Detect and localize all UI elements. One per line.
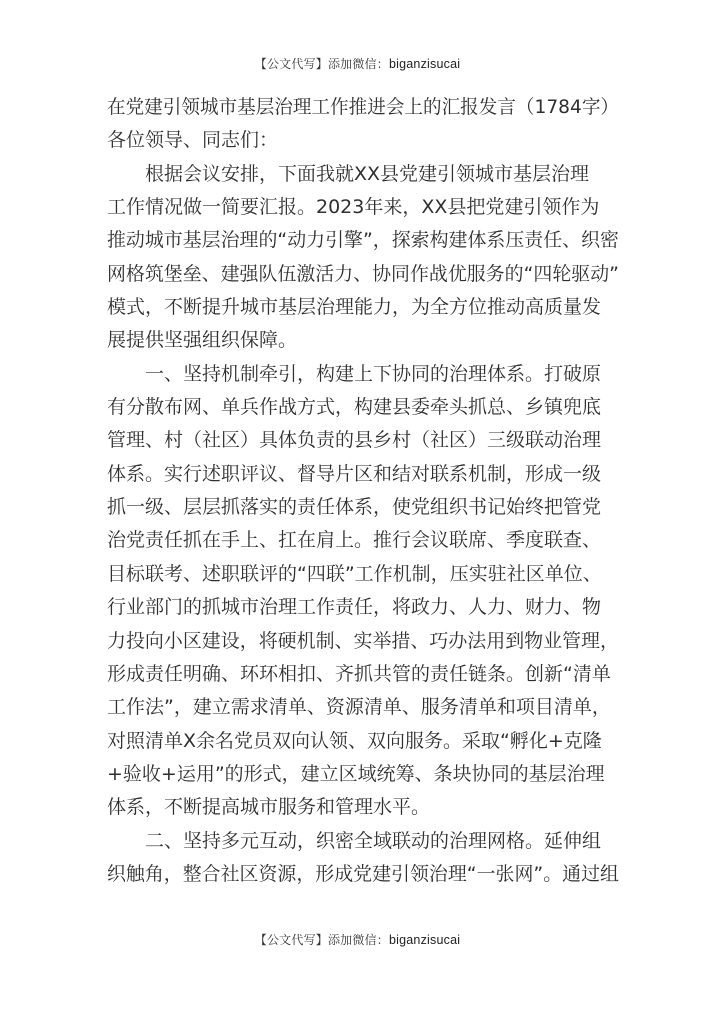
salutation: 各位领导、同志们： [107, 129, 279, 152]
text-line: 体系。实行述职评议、督导片区和结对联系机制，形成一级 [107, 462, 602, 485]
text-line: 模式，不断提升城市基层治理能力，为全方位推动高质量发 [107, 296, 602, 319]
text-line: 体系，不断提高城市服务和管理水平。 [107, 796, 431, 819]
text-line: 管理、村（社区）具体负责的县乡村（社区）三级联动治理 [107, 429, 602, 452]
text-line: 网格筑堡垒、建强队伍激活力、协同作战优服务的“四轮驱动” [107, 262, 620, 285]
text-line: 工作法”，建立需求清单、资源清单、服务清单和项目清单， [107, 696, 611, 719]
text-line: 力投向小区建设，将硬机制、实举措、巧办法用到物业管理， [107, 629, 619, 652]
text-line: 对照清单X余名党员双向认领、双向服务。采取“孵化+克隆 [107, 729, 602, 752]
text-line: 工作情况做一简要汇报。2023年来，XX县把党建引领作为 [107, 196, 600, 219]
section-heading-line: 二、坚持多元互动，织密全域联动的治理网格。延伸组 [145, 829, 602, 852]
text-line: 展提供坚强组织保障。 [107, 329, 298, 352]
text-line: 行业部门的抓城市治理工作责任，将政力、人力、财力、物 [107, 596, 602, 619]
text-line: 目标联考、述职联评的“四联”工作机制，压实驻社区单位、 [107, 562, 602, 585]
header-wechat-id: biganzisucai [389, 57, 461, 71]
footer-watermark-note [0, 931, 715, 948]
header-brand: 【公文代写】 [254, 57, 328, 71]
header-prompt: 添加微信： [327, 57, 389, 71]
text-line: 形成责任明确、环环相扣、齐抓共管的责任链条。创新“清单 [107, 662, 611, 685]
header-watermark-note [0, 55, 715, 72]
footer-brand: 【公文代写】 [254, 933, 328, 947]
text-line: +验收+运用”的形式，建立区域统筹、条块协同的基层治理 [107, 762, 605, 785]
text-line: 根据会议安排，下面我就XX县党建引领城市基层治理 [145, 162, 590, 185]
text-line: 织触角，整合社区资源，形成党建引领治理“一张网”。通过组 [107, 862, 620, 885]
text-line: 有分散布网、单兵作战方式，构建县委牵头抓总、乡镇兜底 [107, 396, 602, 419]
section-heading-line: 一、坚持机制牵引，构建上下协同的治理体系。打破原 [145, 362, 602, 385]
footer-prompt: 添加微信： [327, 933, 389, 947]
text-line: 治党责任抓在手上、扛在肩上。推行会议联席、季度联查、 [107, 529, 602, 552]
text-line: 推动城市基层治理的“动力引擎”，探索构建体系压责任、织密 [107, 229, 620, 252]
body-text [107, 91, 619, 891]
document-title: 在党建引领城市基层治理工作推进会上的汇报发言（1784字） [107, 96, 620, 118]
text-line: 抓一级、层层抓落实的责任体系，使党组织书记始终把管党 [107, 496, 602, 519]
footer-wechat-id: biganzisucai [389, 933, 461, 947]
